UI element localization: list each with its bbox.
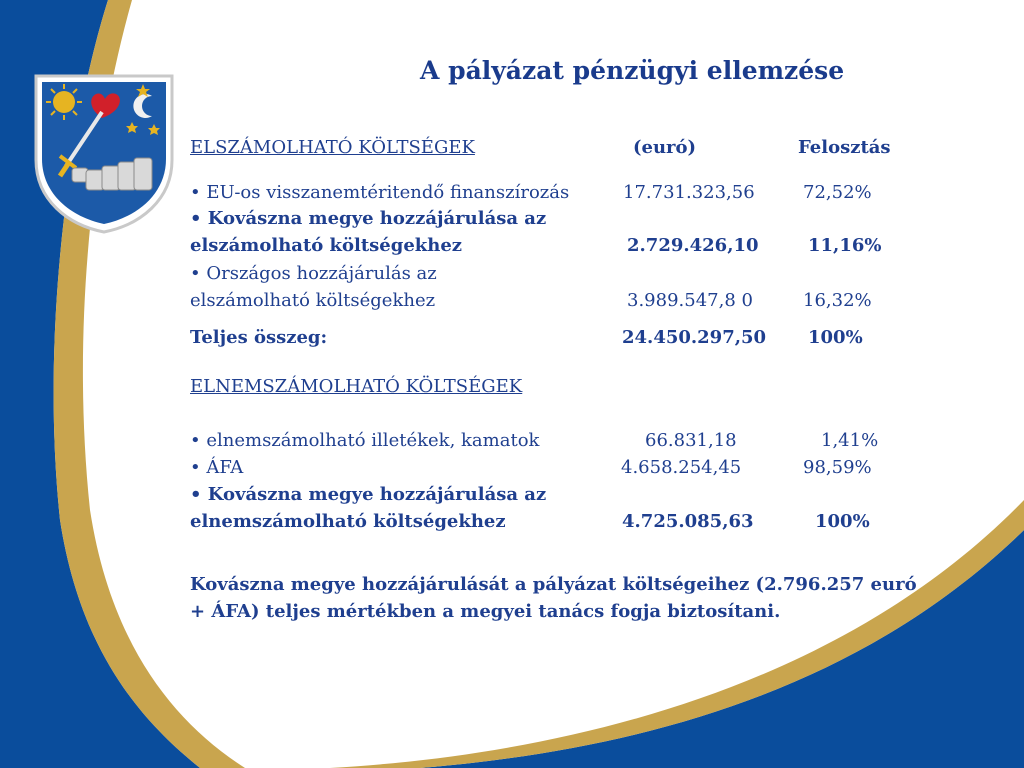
eligible-row-1-label: • EU-os visszanemtéritendő finanszírozás (190, 182, 569, 204)
noneligible-row-3-amount: 4.725.085,63 (622, 511, 754, 532)
eligible-row-1-amount: 17.731.323,56 (623, 182, 755, 203)
noneligible-row-2-amount: 4.658.254,45 (621, 457, 742, 478)
eligible-row-3-share: 16,32% (803, 290, 872, 311)
noneligible-row-1-label: • elnemszámolható illetékek, kamatok (190, 430, 539, 452)
total-share: 100% (808, 327, 863, 348)
noneligible-row-3-label-line1: • Kovászna megye hozzájárulása az (190, 484, 546, 506)
noneligible-row-1-share: 1,41% (821, 430, 879, 451)
noneligible-row-1-amount: 66.831,18 (645, 430, 737, 451)
eligible-row-1-share: 72,52% (803, 182, 872, 203)
currency-column-header: (euró) (633, 137, 697, 158)
total-amount: 24.450.297,50 (622, 327, 767, 348)
bottom-blue-area (420, 530, 1024, 768)
eligible-row-3-amount: 3.989.547,8 0 (627, 290, 753, 311)
eligible-row-3-label-line2: elszámolható költségekhez (190, 290, 436, 311)
eligible-row-2-label-line1: • Kovászna megye hozzájárulása az (190, 208, 546, 230)
eligible-costs-heading: ELSZÁMOLHATÓ KÖLTSÉGEK (190, 137, 475, 158)
eligible-row-3-label-line1: • Országos hozzájárulás az (190, 263, 437, 285)
share-column-header: Felosztás (798, 137, 891, 158)
slide-title: A pályázat pénzügyi ellemzése (420, 56, 845, 85)
funding-note-line2: + ÁFA) teljes mértékben a megyei tanács fogja biztosítani. (190, 601, 781, 622)
noneligible-costs-heading: ELNEMSZÁMOLHATÓ KÖLTSÉGEK (190, 376, 523, 397)
eligible-row-2-amount: 2.729.426,10 (627, 235, 759, 256)
noneligible-row-2-label: • ÁFA (190, 457, 243, 479)
noneligible-row-2-share: 98,59% (803, 457, 872, 478)
eligible-row-2-label-line2: elszámolható költségekhez (190, 235, 463, 256)
noneligible-row-3-label-line2: elnemszámolható költségekhez (190, 511, 506, 532)
funding-note-line1: Kovászna megye hozzájárulását a pályázat költségeihez (2.796.257 euró (190, 574, 917, 595)
total-label: Teljes összeg: (190, 327, 328, 348)
county-coat-of-arms (30, 70, 178, 235)
eligible-row-2-share: 11,16% (808, 235, 882, 256)
noneligible-row-3-share: 100% (815, 511, 870, 532)
